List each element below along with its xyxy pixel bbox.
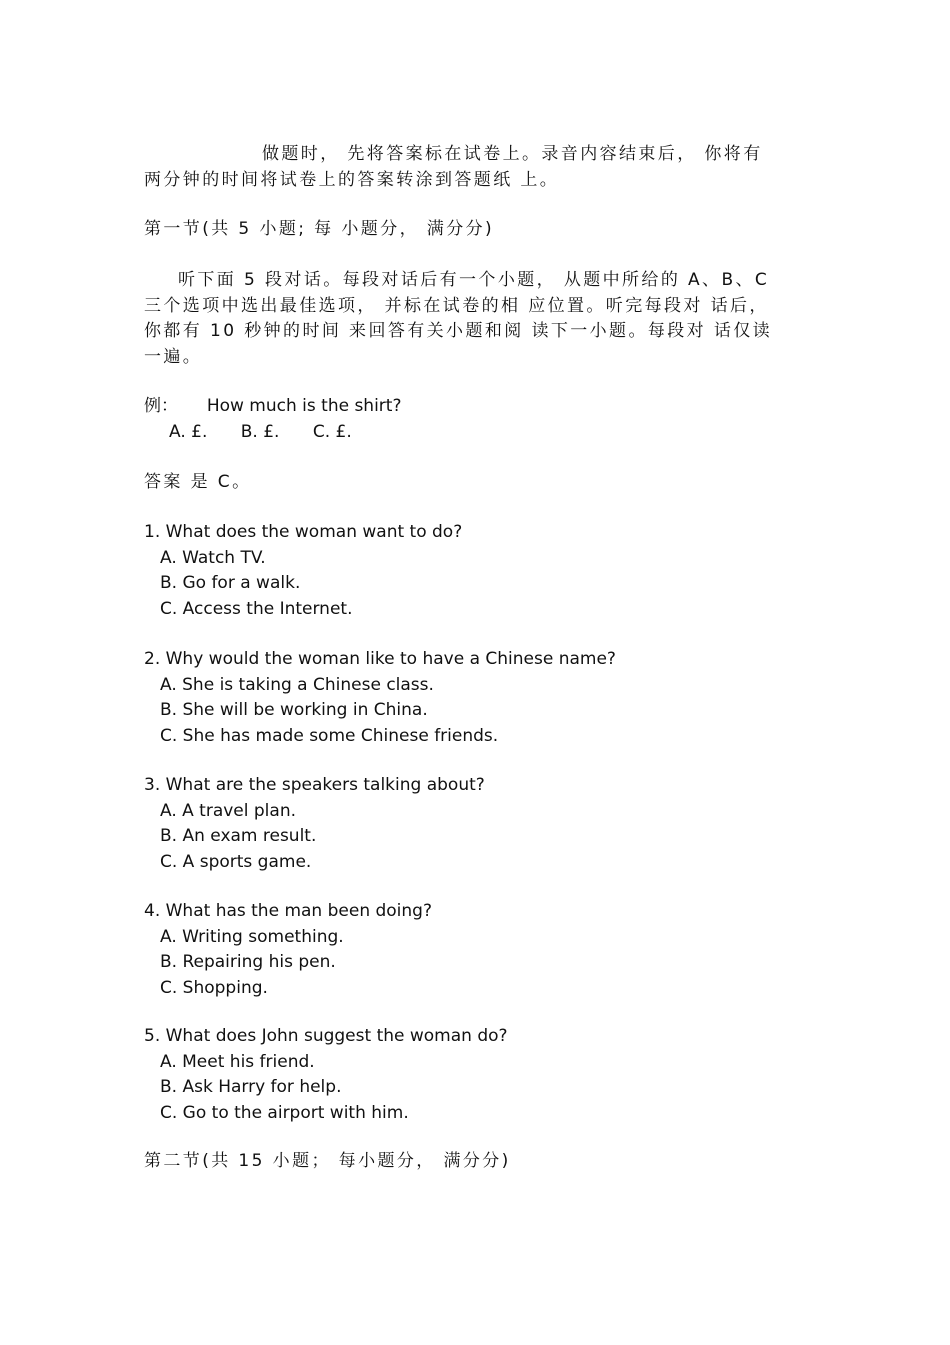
example-block <box>144 394 809 445</box>
instructions-line-4: 一遍。 <box>144 346 203 367</box>
example-option-b: B. £. <box>240 421 280 442</box>
option-c: C. A sports game. <box>160 851 312 872</box>
instructions-line-3: 你都有 10 秒钟的时间 来回答有关小题和阅 读下一小题。每段对 话仅读 <box>144 321 773 341</box>
example-options <box>144 420 809 446</box>
example-question: How much is the shirt? <box>206 396 402 416</box>
example-option-a: A. £. <box>169 421 208 442</box>
option-c: C. She has made some Chinese friends. <box>160 725 499 746</box>
option-a: A. Watch TV. <box>160 547 266 568</box>
example-question-line <box>144 394 809 420</box>
section-2-heading: 第二节(共 15 小题； 每小题分， 满分分) <box>144 1151 511 1171</box>
question-4 <box>144 899 809 1001</box>
instructions-line-1: 听下面 5 段对话。每段对话后有一个小题， 从题中所给的 A、B、C <box>178 270 770 290</box>
option-c: C. Access the Internet. <box>160 598 353 619</box>
question-2 <box>144 647 809 749</box>
question-text: 1. What does the woman want to do? <box>144 522 463 542</box>
option-a: A. A travel plan. <box>160 800 296 821</box>
question-text: 2. Why would the woman like to have a Chinese name? <box>144 649 616 669</box>
option-b: B. Repairing his pen. <box>160 952 336 972</box>
intro-line-1: 做题时， 先将答案标在试卷上。录音内容结束后， 你将有 <box>262 144 763 164</box>
option-b: B. An exam result. <box>160 826 317 846</box>
option-b: B. She will be working in China. <box>160 700 428 720</box>
intro-paragraph <box>144 142 809 193</box>
option-c: C. Shopping. <box>160 977 268 998</box>
option-a: A. Meet his friend. <box>160 1051 315 1072</box>
section-1-heading: 第一节(共 5 小题; 每 小题分， 满分分) <box>144 219 495 239</box>
option-b: B. Go for a walk. <box>160 573 301 593</box>
question-text: 4. What has the man been doing? <box>144 901 432 921</box>
question-text: 5. What does John suggest the woman do? <box>144 1026 508 1046</box>
example-option-c: C. £. <box>312 421 352 442</box>
intro-line-2: 两分钟的时间将试卷上的答案转涂到答题纸 上。 <box>144 169 560 190</box>
example-answer: 答案 是 C。 <box>144 472 252 492</box>
question-1 <box>144 520 809 622</box>
question-5 <box>144 1024 809 1126</box>
option-a: A. She is taking a Chinese class. <box>160 674 434 695</box>
question-3 <box>144 773 809 875</box>
instructions-line-2: 三个选项中选出最佳选项， 并标在试卷的相 应位置。听完每段对 话后， <box>144 295 769 316</box>
option-b: B. Ask Harry for help. <box>160 1077 342 1097</box>
question-text: 3. What are the speakers talking about? <box>144 775 485 795</box>
example-label: 例： <box>144 396 178 416</box>
listening-instructions <box>144 268 809 370</box>
option-a: A. Writing something. <box>160 926 344 947</box>
option-c: C. Go to the airport with him. <box>160 1102 409 1123</box>
